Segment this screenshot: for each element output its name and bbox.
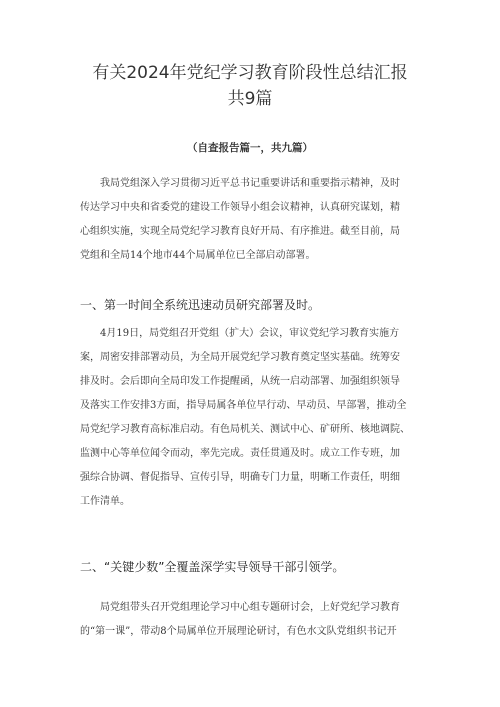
paragraph-line: 强综合协调、督促指导、宣传引导，明确专门力量，明晰工作责任，明细 <box>80 472 400 483</box>
paragraph-line: 局党组带头召开党组理论学习中心组专题研讨会，上好党纪学习教育 <box>100 602 400 613</box>
paragraph-line: 传达学习中央和省委党的建设工作领导小组会议精神，认真研究谋划，精 <box>80 202 400 213</box>
paragraph-line: 我局党组深入学习贯彻习近平总书记重要讲话和重要指示精神，及时 <box>100 178 400 189</box>
paragraph-line: 工作清单。 <box>80 496 130 507</box>
paragraph-line: 监测中心等单位闻令而动，率先完成。责任贯通及时。成立工作专班，加 <box>80 448 400 459</box>
document-title-count: 共9篇 <box>227 89 273 109</box>
paragraph-line: 案，周密安排部署动员，为全局开展党纪学习教育奠定坚实基础。统筹安 <box>80 352 400 363</box>
intro-paragraph <box>80 172 430 268</box>
paragraph-line: 及落实工作安排3方面，指导局属各单位早行动、早动员、早部署，推动全 <box>80 400 407 411</box>
section2-paragraph <box>80 596 430 644</box>
paragraph-line: 排及时。会后即向全局印发工作提醒函，从统一启动部署、加强组织领导 <box>80 376 400 387</box>
paragraph-line: 的“第一课”，带动8个局属单位开展理论研讨，有色水文队党组织书记开 <box>80 626 397 637</box>
section1-paragraph <box>80 322 430 514</box>
paragraph-line: 心组织实施，实现全局党纪学习教育良好开局、有序推进。截至目前，局 <box>80 226 400 237</box>
paragraph-line: 局党纪学习教育高标准启动。有色局机关、测试中心、矿研所、核地调院、 <box>80 424 410 435</box>
paragraph-line: 4月19日，局党组召开党组（扩大）会议，审议党纪学习教育实施方 <box>100 328 400 339</box>
section-heading-2: 二、“关键少数”全覆盖深学实导领导干部引领学。 <box>80 560 345 574</box>
paragraph-line: 党组和全局14个地市44个局属单位已全部启动部署。 <box>80 250 316 261</box>
document-subtitle: （自查报告篇一，共九篇） <box>187 142 313 154</box>
document-title: 有关2024年党纪学习教育阶段性总结汇报 <box>92 63 408 83</box>
section-heading-1: 一、第一时间全系统迅速动员研究部署及时。 <box>80 298 321 312</box>
